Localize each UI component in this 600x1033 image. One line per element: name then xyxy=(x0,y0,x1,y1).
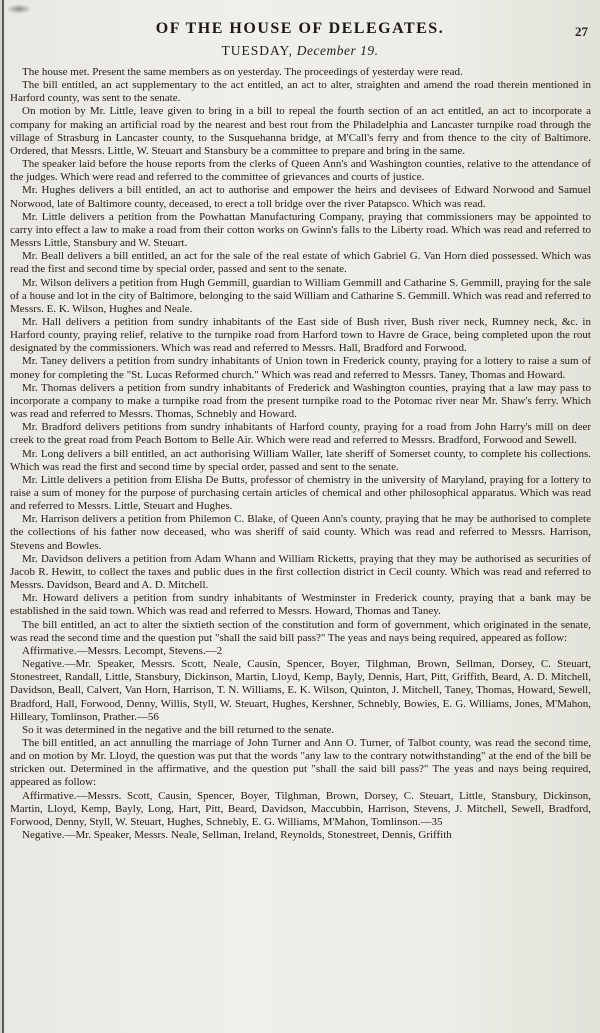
page-title: OF THE HOUSE OF DELEGATES. xyxy=(155,20,445,37)
paragraph: Mr. Hughes delivers a bill entitled, an act to authorise and empower the heirs and devisees of Edward Norwood and Samuel Norwood, late of Baltimore county, deceased, to erect a toll bridge over the river Patapsco. Which was read. xyxy=(10,184,591,210)
paragraph: The bill entitled, an act to alter the sixtieth section of the constitution and form of government, which originated in the senate, was read the second time and the question put "shall the said bill pass?" The yeas and nays being required, appeared as follow: xyxy=(10,618,591,644)
paragraph: Mr. Taney delivers a petition from sundry inhabitants of Union town in Frederick county, praying for a lottery to raise a sum of money for completing the "St. Lucas Reformed church." Which was read and referred to Messrs. Taney, Thomas and Howard. xyxy=(10,355,591,381)
paragraph: Mr. Long delivers a bill entitled, an act authorising William Waller, late sheriff of Somerset county, to complete his collections. Which was read the first and second time by special order, passed and sent to the senate. xyxy=(10,447,591,473)
date-line xyxy=(0,43,600,59)
paragraph: Mr. Howard delivers a petition from sundry inhabitants of Westminster in Frederick county, praying that a bank may be established in the said town. Which was read and referred to Messrs. Howard, Thomas and Taney. xyxy=(10,592,591,618)
paragraph: Mr. Little delivers a petition from Elisha De Butts, professor of chemistry in the university of Maryland, praying for a lottery to raise a sum of money for the purpose of purchasing certain articles of chemical and other philosophical apparatus. Which was read and referred to Messrs. Little, Steuart and Hughes. xyxy=(10,473,591,513)
paragraph: Mr. Hall delivers a petition from sundry inhabitants of the East side of Bush river, Bush river neck, Rumney neck, &c. in Harford county, praying relief, relative to the turnpike road from Harford town to Havre de Grace, being completed upon the rout designated by the commissioners. Which was read and referred to Messrs. Hall, Bradford and Forwood. xyxy=(10,315,591,355)
date-rest: December 19. xyxy=(296,43,379,58)
paragraph-negative-vote: Negative.—Mr. Speaker, Messrs. Scott, Neale, Causin, Spencer, Boyer, Tilghman, Brown, Sellman, Dorsey, C. Steuart, Stonestreet, Randall, Little, Stansbury, Dickinson, Martin, Lloyd, Kemp, Bayly, Dennis, Hart, Pitt, Griffith, Beard, A. D. Mitchell, Davidson, Beall, Calvert, Van Horn, Harrison, T. N. Williams, E. K. Wilson, Quinton, J. Mitchell, Taney, Thomas, Howard, Sewell, Bradford, Hall, Forwood, Denny, Willis, Styll, W. Steuart, Hughes, Kershner, Schnebly, Bowies, E. G. Williams, Jones, M'Mahon, Hilleary, Tomlinson, Prather.—56 xyxy=(10,658,591,723)
paragraph: The speaker laid before the house reports from the clerks of Queen Ann's and Washington counties, relative to the attendance of the judges. Which were read and referred to the committee of grievances and courts of justice. xyxy=(10,158,591,184)
page-header xyxy=(0,0,600,38)
paragraph: On motion by Mr. Little, leave given to bring in a bill to repeal the fourth section of an act entitled, an act to incorporate a company for making an artificial road by the nearest and best rout from the Philadelphia and Lancaster turnpike road through the village of Strasburg in Lancaster county, to the Susquehanna bridge, at M'Call's ferry and from thence to the city of Baltimore. Ordered, that Messrs. Little, W. Steuart and Stansbury be a committee to prepare and bring in the same. xyxy=(10,105,591,157)
paragraph-affirmative-vote: Affirmative.—Messrs. Scott, Causin, Spencer, Boyer, Tilghman, Brown, Dorsey, C. Steuart, Little, Stansbury, Dickinson, Martin, Lloyd, Kemp, Bayly, Long, Hart, Pitt, Beard, Davidson, Maccubbin, Harrison, Stevens, J. Mitchell, Sewell, Bradford, Forwood, Denny, Styll, W. Steuart, Hughes, Schnebly, E. G. Williams, M'Mahon, Tomlinson.—35 xyxy=(10,789,591,828)
paragraph: Mr. Beall delivers a bill entitled, an act for the sale of the real estate of which Gabriel G. Van Horn died possessed. Which was read the first and second time by special order, passed and sent to the senate. xyxy=(10,250,591,276)
date-day: TUESDAY, xyxy=(221,43,293,58)
paragraph: Mr. Wilson delivers a petition from Hugh Gemmill, guardian to William Gemmill and Catharine S. Gemmill, praying for the sale of a house and lot in the city of Baltimore, belonging to the said William and Catharine S. Gemmill. Which was read and referred to Messrs. E. K. Wilson, Hughes and Neale. xyxy=(10,276,591,315)
scan-edge-artifact xyxy=(2,0,4,1033)
paragraph: The house met. Present the same members as on yesterday. The proceedings of yesterday were read. xyxy=(22,66,463,78)
paragraph: Mr. Bradford delivers petitions from sundry inhabitants of Harford county, praying for a road from John Harry's mill on deer creek to the great road from Peach Bottom to Belle Air. Which were read and referred to Messrs. Bradford, Forwood and Sewell. xyxy=(10,421,591,447)
paragraph: The bill entitled, an act annulling the marriage of John Turner and Ann O. Turner, of Talbot county, was read the second time, and on motion by Mr. Lloyd, the question was put that the words "any law to the contrary notwithstanding" at the end of the bill be stricken out. Determined in the affirmative, and the question put "shall the said bill pass?" The yeas and nays being required, appeared as follow: xyxy=(10,736,591,789)
paragraph-negative-vote: Negative.—Mr. Speaker, Messrs. Neale, Sellman, Ireland, Reynolds, Stonestreet, Dennis, Griffith xyxy=(22,829,452,842)
paragraph: Mr. Harrison delivers a petition from Philemon C. Blake, of Queen Ann's county, praying that he may be authorised to complete the collections of his father now deceased, who was sheriff of said county. Which was read and referred to Messrs. Harrison, Stevens and Bowles. xyxy=(10,513,591,552)
paragraph-affirmative-vote: Affirmative.—Messrs. Lecompt, Stevens.—2 xyxy=(22,644,223,657)
paragraph: Mr. Thomas delivers a petition from sundry inhabitants of Frederick and Washington counties, praying that a law may pass to incorporate a company to make a turnpike road from the present turnpike road to the Potomac river near Mr. Shaw's ferry. Which was read and referred to Messrs. Thomas, Schnebly and Howard. xyxy=(10,381,591,421)
paragraph: The bill entitled, an act supplementary to the act entitled, an act to alter, straighten and amend the road therein mentioned in Harford county, was sent to the senate. xyxy=(10,79,591,105)
paragraph: Mr. Davidson delivers a petition from Adam Whann and William Ricketts, praying that they may be authorised as securities of Jacob R. Hewitt, to collect the taxes and public dues in the first collection district in Cecil county. Which was read and referred to Messrs. Davidson, Beard and A. D. Mitchell. xyxy=(10,552,591,592)
journal-body xyxy=(0,66,600,842)
paragraph: So it was determined in the negative and the bill returned to the senate. xyxy=(22,723,335,736)
paragraph: Mr. Little delivers a petition from the Powhattan Manufacturing Company, praying that commissioners may be appointed to carry into effect a law to make a road from their cotton works on Gwinn's falls to the Liberty road. Which was read and referred to Messrs Little, Stansbury and W. Steuart. xyxy=(10,210,591,250)
page-number: 27 xyxy=(575,24,588,39)
